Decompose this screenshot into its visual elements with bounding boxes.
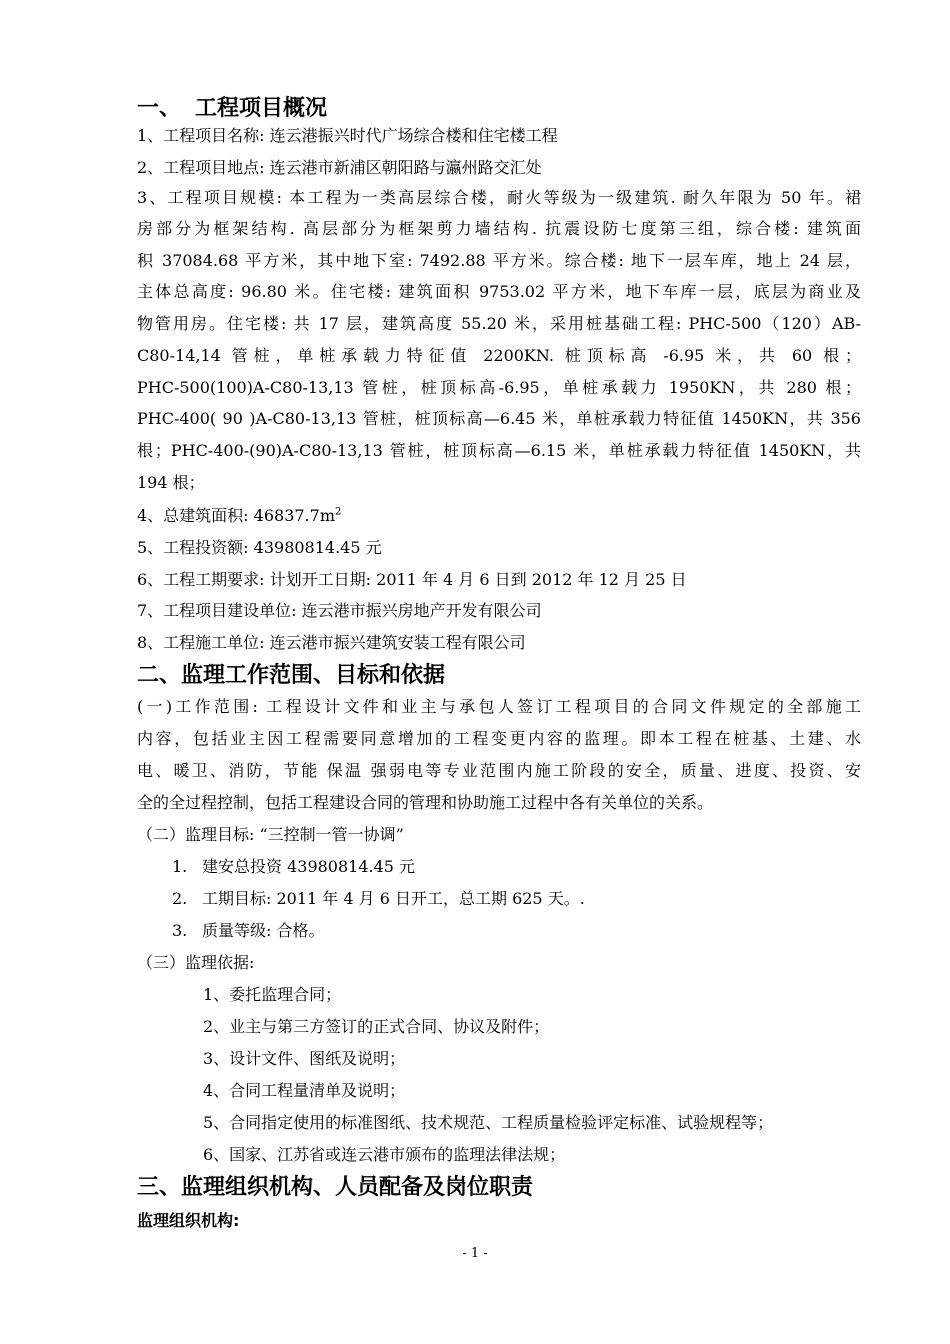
- basis-item: 6、国家、江苏省或连云港市颁布的监理法律法规；: [203, 1145, 566, 1164]
- project-scale-line: 物管用房。住宅楼: 共 17 层，建筑高度 55.20 米，采用桩基础工程: PHC-500（120）AB-: [137, 314, 861, 333]
- basis-item: 5、合同指定使用的标准图纸、技术规范、工程质量检验评定标准、试验规程等；: [203, 1113, 774, 1132]
- section3-heading: 三、监理组织机构、人员配备及岗位职责: [137, 1175, 534, 1200]
- section1-heading: [137, 95, 327, 123]
- goal-text: 工期目标: 2011 年 4 月 6 日开工，总工期 625 天。.: [202, 889, 585, 908]
- developer: 7、工程项目建设单位: 连云港市振兴房地产开发有限公司: [137, 601, 542, 620]
- section2-heading: 二、监理工作范围、目标和依据: [137, 663, 446, 688]
- project-scale-line: 根；PHC-400-(90)A-C80-13,13 管桩，桩顶标高—6.15 米，单桩承载力特征值 1450KN，共: [137, 441, 861, 460]
- scope-line: 内容，包括业主因工程需要同意增加的工程变更内容的监理。即本工程在桩基、土建、水: [137, 729, 861, 748]
- total-area: [137, 506, 341, 526]
- project-scale-line: 3、工程项目规模: 本工程为一类高层综合楼，耐火等级为一级建筑. 耐久年限为 50 年。裙: [137, 188, 861, 207]
- project-scale-line: PHC-400( 90 )A-C80-13,13 管桩，桩顶标高—6.45 米，单桩承载力特征值 1450KN，共 356: [137, 409, 861, 428]
- project-scale-line: 主体总高度: 96.80 米。住宅楼: 建筑面积 9753.02 平方米，地下车库一层，底层为商业及: [137, 282, 861, 301]
- goal-heading: （二）监理目标: “三控制一管一协调”: [137, 825, 404, 844]
- goal-item: [172, 889, 585, 909]
- goal-number: 2.: [172, 889, 188, 908]
- goal-number: 3.: [172, 921, 188, 940]
- project-scale-line: 房部分为框架结构. 高层部分为框架剪力墙结构. 抗震设防七度第三组，综合楼: 建筑面: [137, 219, 861, 238]
- project-scale-line: 194 根；: [137, 473, 205, 492]
- project-scale-line: 积 37084.68 平方米，其中地下室: 7492.88 平方米。综合楼: 地下一层车库，地上 24 层，: [137, 251, 861, 270]
- project-name: 1、工程项目名称: 连云港振兴时代广场综合楼和住宅楼工程: [137, 126, 558, 145]
- scope-line: 电、暖卫、消防，节能 保温 强弱电等专业范围内施工阶段的安全，质量、进度、投资、安: [137, 761, 861, 780]
- section1-number: 一、: [137, 96, 182, 121]
- area-unit-superscript: 2: [335, 506, 342, 518]
- scope-line: 全的全过程控制，包括工程建设合同的管理和协助施工过程中各有关单位的关系。: [137, 793, 714, 812]
- page-number: - 1 -: [462, 1246, 488, 1261]
- investment: 5、工程投资额: 43980814.45 元: [137, 538, 382, 557]
- project-location: 2、工程项目地点: 连云港市新浦区朝阳路与瀛州路交汇处: [137, 158, 542, 177]
- goal-text: 质量等级: 合格。: [202, 921, 325, 940]
- basis-item: 1、委托监理合同；: [203, 985, 342, 1004]
- goal-item: [172, 857, 415, 877]
- contractor: 8、工程施工单位: 连云港市振兴建筑安装工程有限公司: [137, 633, 526, 652]
- goal-item: [172, 921, 324, 941]
- project-scale-line: PHC-500(100)A-C80-13,13 管桩，桩顶标高-6.95，单桩承载力 1950KN，共 280 根；: [137, 378, 861, 397]
- goal-number: 1.: [172, 857, 188, 876]
- basis-item: 4、合同工程量清单及说明；: [203, 1081, 406, 1100]
- section1-title: 工程项目概况: [195, 96, 328, 121]
- schedule: 6、工程工期要求: 计划开工日期: 2011 年 4 月 6 日到 2012 年 12 月 25 日: [137, 570, 687, 589]
- basis-item: 3、设计文件、图纸及说明；: [203, 1049, 406, 1068]
- org-structure-heading: 监理组织机构:: [137, 1211, 240, 1230]
- goal-text: 建安总投资 43980814.45 元: [202, 857, 416, 876]
- basis-item: 2、业主与第三方签订的正式合同、协议及附件；: [203, 1017, 550, 1036]
- project-scale-line: C80-14,14 管桩，单桩承载力特征值 2200KN. 桩顶标高 -6.95 米，共 60 根；: [137, 346, 861, 365]
- scope-line: (一)工作范围: 工程设计文件和业主与承包人签订工程项目的合同文件规定的全部施工: [137, 697, 861, 716]
- basis-heading: （三）监理依据:: [137, 953, 255, 972]
- total-area-label: 4、总建筑面积: 46837.7m: [137, 506, 335, 525]
